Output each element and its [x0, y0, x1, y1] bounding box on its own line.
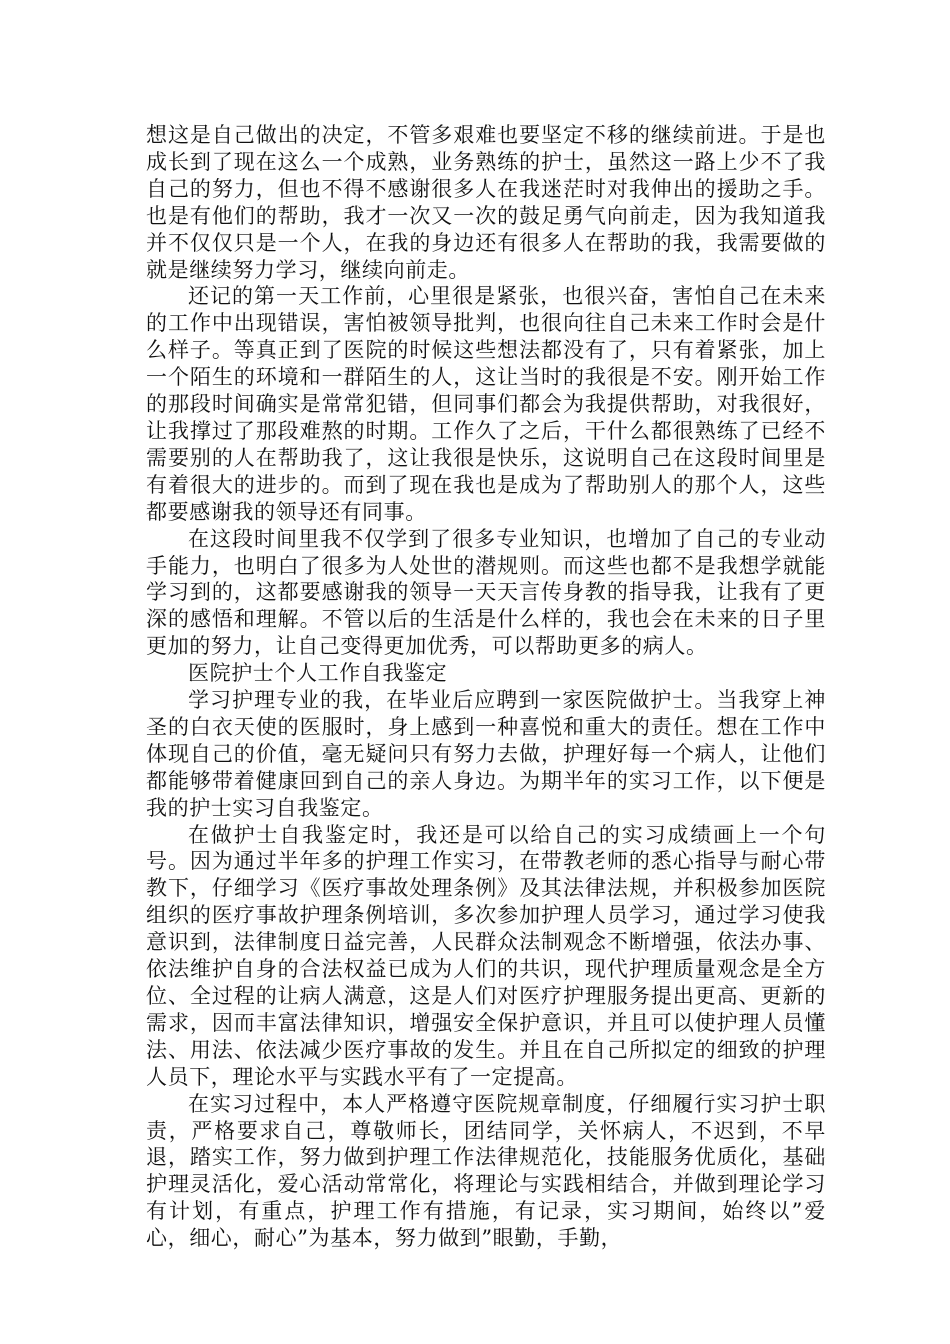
document-page [146, 122, 826, 1252]
paragraph-3: 在这段时间里我不仅学到了很多专业知识，也增加了自己的专业动手能力，也明白了很多为人处世的潜规则。而这些也都不是我想学就能学习到的，这都要感谢我的领导一天天言传身教的指导我，让我有了更深的感悟和理解。不管以后的生活是什么样的，我也会在未来的日子里更加的努力，让自己变得更加优秀，可以帮助更多的病人。 [146, 526, 826, 659]
paragraph-6: 在实习过程中，本人严格遵守医院规章制度，仔细履行实习护士职责，严格要求自己，尊敬师长，团结同学，关怀病人，不迟到，不早退，踏实工作，努力做到护理工作法律规范化，技能服务优质化，基础护理灵活化，爱心活动常常化，将理论与实践相结合，并做到理论学习有计划，有重点，护理工作有措施，有记录，实习期间，始终以”爱心，细心，耐心”为基本，努力做到”眼勤，手勤， [146, 1091, 826, 1251]
paragraph-2: 还记的第一天工作前，心里很是紧张，也很兴奋，害怕自己在未来的工作中出现错误，害怕被领导批判，也很向往自己未来工作时会是什么样子。等真正到了医院的时候这些想法都没有了，只有着紧张，加上一个陌生的环境和一群陌生的人，这让当时的我很是不安。刚开始工作的那段时间确实是常常犯错，但同事们都会为我提供帮助，对我很好，让我撑过了那段难熬的时期。工作久了之后，干什么都很熟练了已经不需要别的人在帮助我了，这让我很是快乐，这说明自己在这段时间里是有着很大的进步的。而到了现在我也是成为了帮助别人的那个人，这些都要感谢我的领导还有同事。 [146, 284, 826, 524]
paragraph-5: 在做护士自我鉴定时，我还是可以给自己的实习成绩画上一个句号。因为通过半年多的护理工作实习，在带教老师的悉心指导与耐心带教下，仔细学习《医疗事故处理条例》及其法律法规，并积极参加医院组织的医疗事故护理条例培训，多次参加护理人员学习，通过学习使我意识到，法律制度日益完善，人民群众法制观念不断增强，依法办事、依法维护自身的合法权益已成为人们的共识，现代护理质量观念是全方位、全过程的让病人满意，这是人们对医疗护理服务提出更高、更新的需求，因而丰富法律知识，增强安全保护意识，并且可以使护理人员懂法、用法、依法减少医疗事故的发生。并且在自己所拟定的细致的护理人员下，理论水平与实践水平有了一定提高。 [146, 822, 826, 1089]
paragraph-4: 学习护理专业的我，在毕业后应聘到一家医院做护士。当我穿上神圣的白衣天使的医服时，身上感到一种喜悦和重大的责任。想在工作中体现自己的价值，毫无疑问只有努力去做，护理好每一个病人，让他们都能够带着健康回到自己的亲人身边。为期半年的实习工作，以下便是我的护士实习自我鉴定。 [146, 688, 826, 820]
paragraph-1: 想这是自己做出的决定，不管多艰难也要坚定不移的继续前进。于是也成长到了现在这么一个成熟，业务熟练的护士，虽然这一路上少不了我自己的努力，但也不得不感谢很多人在我迷茫时对我伸出的援助之手。也是有他们的帮助，我才一次又一次的鼓足勇气向前走，因为我知道我并不仅仅只是一个人，在我的身边还有很多人在帮助的我，我需要做的就是继续努力学习，继续向前走。 [146, 123, 826, 282]
section-heading: 医院护士个人工作自我鉴定 [188, 661, 448, 686]
